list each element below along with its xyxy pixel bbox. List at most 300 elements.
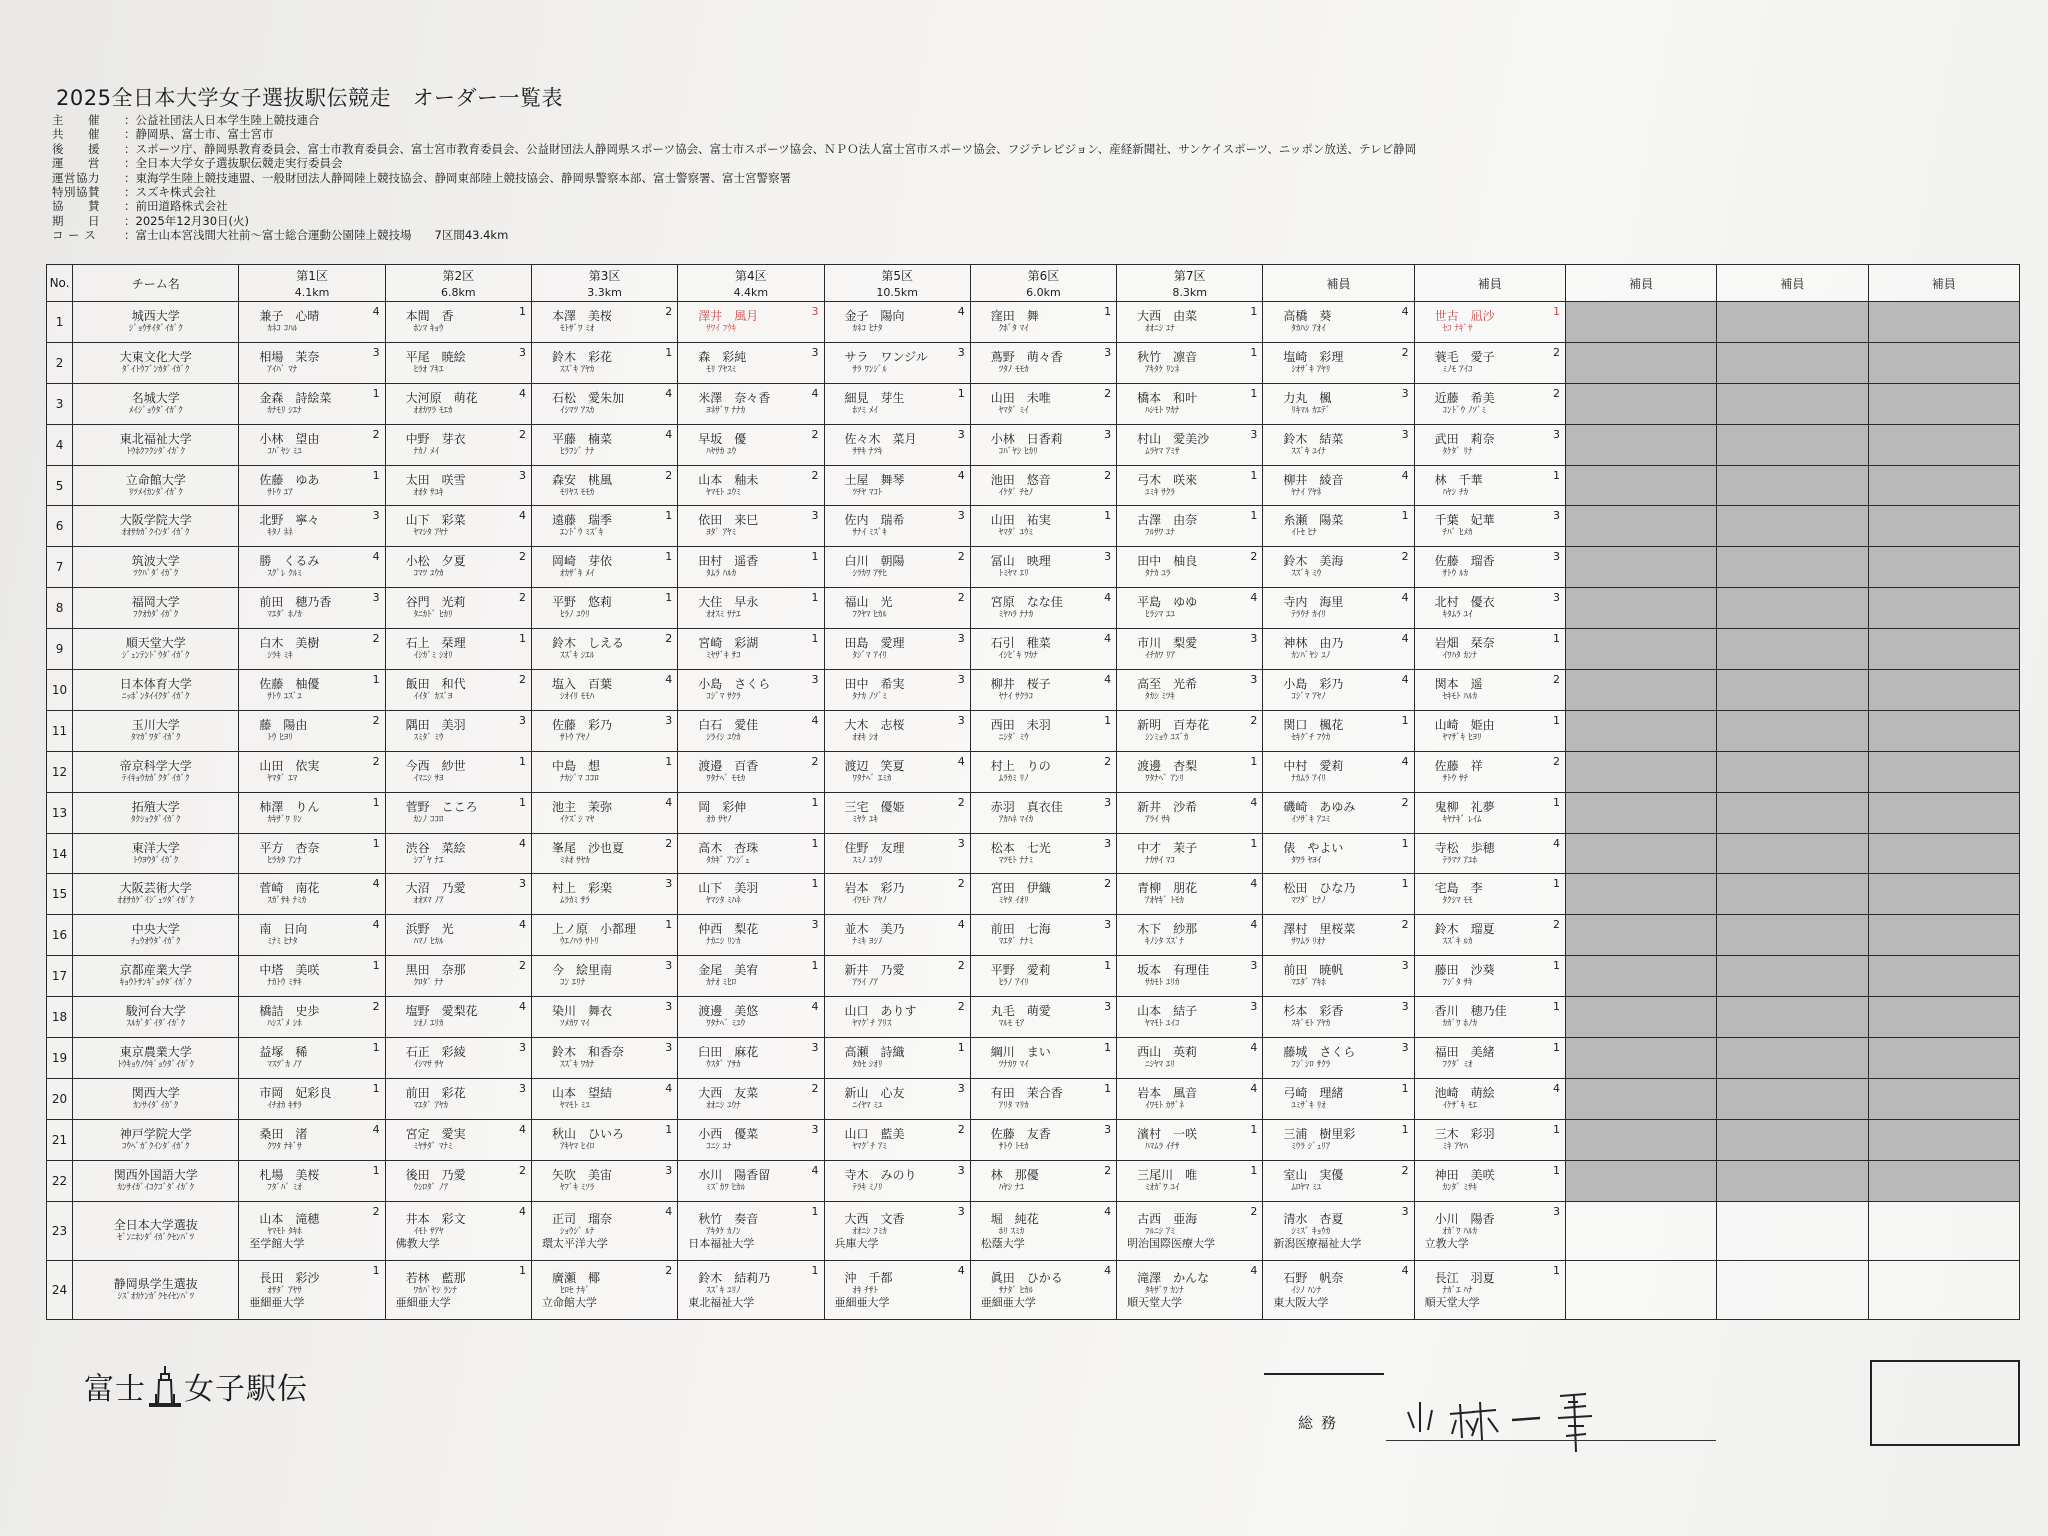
empty-reserve-cell: [1717, 588, 1868, 629]
runner-cell-leg-3: [531, 670, 677, 711]
runner-kana: ｵｵﾀ ｻﾕｷ: [413, 487, 444, 498]
empty-reserve-cell: [1717, 915, 1868, 956]
runner-name: 弓木 咲來: [1137, 472, 1198, 487]
runner-cell-leg-5: [824, 915, 970, 956]
runner-university: 亜細亜大学: [249, 1295, 305, 1309]
runner-cell-leg-7: [1117, 588, 1263, 629]
runner-kana: ｲﾄｾ ﾋﾅ: [1291, 528, 1317, 539]
runner-name: 香川 穂乃佳: [1434, 1004, 1507, 1019]
runner-grade: 1: [518, 632, 526, 646]
team-cell: [73, 670, 239, 711]
runner-grade: 2: [811, 427, 819, 441]
runner-name: 冨山 映理: [990, 554, 1051, 569]
runner-cell-leg-7: [1117, 670, 1263, 711]
runner-kana: ﾘｷﾏﾙ ｶｴﾃﾞ: [1291, 405, 1331, 416]
runner-grade: 4: [811, 1163, 819, 1177]
team-kana: ｼﾞｮｳｻｲﾀﾞｲｶﾞｸ: [128, 323, 183, 334]
team-kana: ｼﾞｭﾝﾃﾝﾄﾞｳﾀﾞｲｶﾞｸ: [121, 651, 190, 662]
runner-cell-leg-6: [970, 670, 1116, 711]
runner-kana: ｲﾓﾄ ｻｱﾔ: [413, 1226, 444, 1237]
runner-grade: 1: [372, 795, 380, 809]
empty-reserve-cell: [1868, 710, 2019, 751]
runner-cell-leg-7: [1117, 506, 1263, 547]
meta-value: ：東海学生陸上競技連盟、一般財団法人静岡陸上競技協会、静岡東部陸上競技協会、静岡県警察本部、富士警察署、富士宮警察署: [124, 170, 791, 185]
empty-reserve-cell: [1868, 956, 2019, 997]
runner-kana: ﾓﾘﾔｽ ﾓﾓｶ: [559, 487, 595, 498]
row-number: 1: [47, 302, 73, 343]
runner-grade: 2: [1552, 386, 1560, 400]
runner-name: 秋竹 凛音: [1137, 349, 1198, 364]
runner-grade: 4: [1250, 1041, 1258, 1055]
runner-name: 西田 未羽: [990, 717, 1051, 732]
empty-reserve-cell: [1717, 792, 1868, 833]
empty-reserve-cell: [1565, 588, 1716, 629]
runner-cell-leg-1: [239, 792, 385, 833]
runner-grade: 2: [957, 877, 965, 891]
runner-kana: ﾃﾗｷ ﾐﾉﾘ: [852, 1182, 883, 1193]
runner-name: 太田 咲雪: [405, 472, 466, 487]
runner-grade: 1: [372, 959, 380, 973]
runner-cell-leg-2: [385, 833, 531, 874]
runner-cell-leg-5: [824, 751, 970, 792]
leg-distance: 6.0km: [1026, 286, 1061, 299]
team-kana: ｶﾝｻｲｶﾞｲｺｸｺﾞﾀﾞｲｶﾞｸ: [117, 1182, 194, 1193]
runner-kana: ﾏﾂﾓﾄ ﾅﾅﾐ: [998, 855, 1034, 866]
runner-kana: ﾌｼﾞｼﾛ ｻｸﾗ: [1291, 1059, 1331, 1070]
reserve-cell: [1414, 342, 1565, 383]
runner-kana: ﾏﾙﾓ ﾓｱ: [998, 1019, 1025, 1030]
runner-cell-leg-3: [531, 383, 677, 424]
runner-grade: 2: [957, 795, 965, 809]
runner-kana: ﾋﾗｶﾀ ｱﾝﾅ: [267, 855, 302, 866]
runner-cell-leg-5: [824, 424, 970, 465]
runner-grade: 1: [1104, 1081, 1112, 1095]
runner-cell-leg-3: [531, 1201, 677, 1260]
team-kana: ﾘﾂﾒｲｶﾝﾀﾞｲｶﾞｸ: [128, 487, 183, 498]
runner-grade: 1: [518, 1263, 526, 1277]
runner-cell-leg-6: [970, 629, 1116, 670]
runner-cell-leg-4: [678, 874, 824, 915]
runner-grade: 2: [372, 754, 380, 768]
runner-grade: 3: [518, 877, 526, 891]
runner-name: 関口 楓花: [1283, 717, 1344, 732]
runner-cell-leg-6: [970, 506, 1116, 547]
empty-reserve-cell: [1565, 792, 1716, 833]
runner-university: 立命館大学: [541, 1295, 597, 1309]
runner-cell-leg-3: [531, 956, 677, 997]
runner-grade: 2: [665, 468, 673, 482]
runner-name: 三宅 優姫: [844, 799, 905, 814]
runner-kana: ﾅﾐｷ ﾖｼﾉ: [852, 937, 883, 948]
runner-kana: ﾅｶﾞｴ ﾊﾅ: [1442, 1285, 1473, 1296]
runner-kana: ﾋﾗﾌｼﾞ ﾅﾅ: [559, 446, 595, 457]
row-number: 7: [47, 547, 73, 588]
runner-name: 田中 希実: [844, 676, 905, 691]
runner-kana: ﾔﾏｸﾞﾁ ｱﾐ: [852, 1141, 887, 1152]
runner-grade: 2: [372, 1000, 380, 1014]
runner-kana: ｲﾁｵｶ ｷｻﾗ: [267, 1100, 302, 1111]
table-row: [47, 629, 2020, 670]
runner-kana: ﾀｸｼﾏ ﾓﾓ: [1442, 896, 1473, 907]
runner-name: 北野 寧々: [259, 513, 320, 528]
runner-university: 亜細亜大学: [980, 1295, 1036, 1309]
runner-grade: 3: [1401, 386, 1409, 400]
runner-name: 佐藤 祥: [1434, 758, 1483, 773]
empty-reserve-cell: [1717, 1201, 1868, 1260]
empty-reserve-cell: [1868, 588, 2019, 629]
runner-name: 小林 望由: [259, 431, 320, 446]
runner-name: 佐藤 柚優: [259, 676, 320, 691]
runner-name: 金尾 美宥: [698, 963, 759, 978]
reserve-cell: [1414, 302, 1565, 343]
runner-name: 森安 桃風: [551, 472, 612, 487]
runner-grade: 1: [1250, 468, 1258, 482]
runner-name: 中村 愛莉: [1283, 758, 1344, 773]
runner-cell-leg-1: [239, 1260, 385, 1319]
reserve-cell: [1414, 874, 1565, 915]
runner-cell-leg-5: [824, 997, 970, 1038]
runner-cell-leg-4: [678, 997, 824, 1038]
header-reserve-5: 補員: [1868, 265, 2019, 302]
team-cell: [73, 1038, 239, 1079]
runner-name: 山本 望結: [551, 1085, 612, 1100]
reserve-cell: [1263, 670, 1414, 711]
runner-kana: ｶﾝﾊﾞﾔｼ ﾕﾉ: [1291, 651, 1331, 662]
meta-label: 協 賛: [52, 199, 100, 214]
table-row: [47, 588, 2020, 629]
runner-kana: ﾀﾜﾗ ﾔﾖｲ: [1291, 855, 1322, 866]
row-number: 19: [47, 1038, 73, 1079]
runner-grade: 3: [1250, 959, 1258, 973]
runner-university: 亜細亜大学: [834, 1295, 890, 1309]
runner-kana: ﾔﾏｼﾀ ﾐﾊﾈ: [706, 896, 741, 907]
empty-reserve-cell: [1565, 1038, 1716, 1079]
leg-name: 第4区: [735, 269, 767, 283]
runner-grade: 1: [1250, 836, 1258, 850]
team-cell: [73, 588, 239, 629]
team-kana: ﾒｲｼﾞｮｳﾀﾞｲｶﾞｸ: [128, 405, 183, 416]
runner-name: 谷門 光莉: [405, 595, 466, 610]
team-name: 東北福祉大学: [119, 431, 192, 446]
runner-grade: 1: [1401, 1081, 1409, 1095]
runner-name: 峯尾 沙也夏: [551, 840, 624, 855]
runner-kana: ﾑﾗｶﾐ ﾘﾉ: [998, 773, 1029, 784]
runner-name: 岩本 彩乃: [844, 881, 905, 896]
row-number: 5: [47, 465, 73, 506]
empty-reserve-cell: [1717, 710, 1868, 751]
runner-grade: 3: [518, 345, 526, 359]
meta-label: 期 日: [52, 213, 100, 228]
runner-kana: ﾌﾀﾞﾊﾞ ﾐｵ: [267, 1182, 302, 1193]
runner-name: 鈴木 しえる: [551, 636, 624, 651]
empty-reserve-cell: [1565, 383, 1716, 424]
empty-reserve-cell: [1717, 465, 1868, 506]
runner-kana: ﾀﾆｶﾄﾞ ﾋｶﾘ: [413, 610, 453, 621]
runner-name: 古澤 由奈: [1137, 513, 1198, 528]
runner-kana: ｼﾌﾞﾔ ﾅｴ: [413, 855, 444, 866]
runner-name: 池田 悠音: [990, 472, 1051, 487]
runner-name: 仲西 梨花: [698, 922, 759, 937]
empty-reserve-cell: [1868, 1260, 2019, 1319]
runner-kana: ｼｵﾉ ｴﾘｶ: [413, 1019, 444, 1030]
runner-name: 世古 凪沙: [1434, 308, 1495, 323]
logo-text-left: 富士: [84, 1372, 146, 1407]
team-kana: ﾆｯﾎﾟﾝﾀｲｲｸﾀﾞｲｶﾞｸ: [121, 691, 190, 702]
runner-grade: 2: [1250, 713, 1258, 727]
runner-cell-leg-2: [385, 997, 531, 1038]
team-cell: [73, 1078, 239, 1119]
runner-name: 三木 彩羽: [1434, 1126, 1495, 1141]
runner-kana: ｼｵｻﾞｷ ｱﾔﾘ: [1291, 364, 1331, 375]
meta-value: ：富士山本宮浅間大社前～富士総合運動公園陸上競技場 7区間43.4km: [124, 228, 509, 243]
runner-kana: ｸﾎﾞﾀ ﾏｲ: [998, 323, 1029, 334]
runner-grade: 2: [372, 632, 380, 646]
runner-kana: ｺﾊﾞﾔｼ ﾐﾕ: [267, 446, 302, 457]
runner-grade: 4: [372, 877, 380, 891]
meta-row: [52, 142, 1416, 156]
runner-name: 益塚 稀: [259, 1044, 308, 1059]
runner-kana: ｺﾝ ｴﾘﾅ: [559, 978, 586, 989]
runner-name: 堀 純花: [990, 1211, 1039, 1226]
runner-grade: 2: [372, 1204, 380, 1218]
empty-reserve-cell: [1717, 302, 1868, 343]
page-title: 2025全日本大学女子選抜駅伝競走 オーダー一覧表: [56, 86, 563, 110]
runner-grade: 4: [957, 918, 965, 932]
runner-grade: 4: [1401, 754, 1409, 768]
team-name: 立命館大学: [125, 472, 186, 487]
runner-cell-leg-3: [531, 588, 677, 629]
team-cell: [73, 383, 239, 424]
runner-grade: 1: [1552, 305, 1560, 318]
meta-row: [52, 156, 1416, 170]
runner-grade: 4: [1104, 1204, 1112, 1218]
runner-kana: ｵｶ ｻﾔﾉ: [706, 814, 732, 825]
runner-name: 前田 穂乃香: [259, 595, 332, 610]
runner-name: 飯田 和代: [405, 676, 466, 691]
runner-kana: ﾐﾔﾀ ｲｵﾘ: [998, 896, 1029, 907]
runner-cell-leg-7: [1117, 1119, 1263, 1160]
runner-cell-leg-6: [970, 1119, 1116, 1160]
runner-name: 山本 滝穂: [259, 1211, 320, 1226]
meta-value: ：2025年12月30日(火): [124, 213, 250, 228]
runner-kana: ｵｵｷ ｼｵ: [852, 732, 878, 743]
runner-grade: 4: [957, 305, 965, 318]
runner-kana: ｼﾗｷ ﾐｷ: [267, 651, 293, 662]
runner-name: 高至 光希: [1137, 676, 1198, 691]
team-kana: ｷｮｳﾄｻﾝｷﾞｮｳﾀﾞｲｶﾞｸ: [119, 978, 192, 989]
runner-grade: 1: [957, 386, 965, 400]
runner-kana: ﾖﾈｻﾞﾜ ﾅﾅｶ: [706, 405, 746, 416]
runner-university: 明治国際医療大学: [1127, 1236, 1216, 1250]
runner-grade: 1: [1552, 468, 1560, 482]
runner-name: 細見 芽生: [844, 390, 905, 405]
runner-grade: 3: [1401, 427, 1409, 441]
header-team: チーム名: [73, 265, 239, 302]
runner-name: 松田 ひな乃: [1283, 881, 1356, 896]
runner-name: 磯崎 あゆみ: [1283, 799, 1356, 814]
runner-cell-leg-7: [1117, 1078, 1263, 1119]
runner-kana: ｱﾗｲ ｻｷ: [1145, 814, 1171, 825]
empty-reserve-cell: [1868, 1078, 2019, 1119]
runner-cell-leg-2: [385, 547, 531, 588]
runner-grade: 2: [665, 632, 673, 646]
runner-kana: ﾖﾀﾞ ｱﾔﾐ: [706, 528, 737, 539]
reserve-cell: [1414, 547, 1565, 588]
runner-name: 石野 帆奈: [1283, 1270, 1344, 1285]
leg-distance: 4.4km: [733, 286, 769, 299]
runner-cell-leg-6: [970, 383, 1116, 424]
runner-cell-leg-2: [385, 1160, 531, 1201]
table-row: [47, 670, 2020, 711]
row-number: 18: [47, 997, 73, 1038]
row-number: 4: [47, 424, 73, 465]
runner-university: 至学館大学: [249, 1236, 305, 1250]
runner-kana: ﾅｶﾆｼ ﾘﾝｶ: [706, 937, 741, 948]
runner-cell-leg-3: [531, 302, 677, 343]
runner-cell-leg-7: [1117, 1201, 1263, 1260]
runner-name: 岡崎 芽依: [551, 554, 612, 569]
runner-name: 平野 愛莉: [990, 963, 1051, 978]
runner-kana: ﾏﾂﾀﾞ ﾋﾅﾉ: [1291, 896, 1326, 907]
empty-reserve-cell: [1868, 833, 2019, 874]
runner-grade: 4: [1401, 468, 1409, 482]
runner-kana: ﾎｿﾐ ﾒｲ: [852, 405, 878, 416]
runner-cell-leg-4: [678, 792, 824, 833]
runner-cell-leg-6: [970, 424, 1116, 465]
runner-grade: 1: [811, 877, 819, 891]
runner-cell-leg-2: [385, 670, 531, 711]
team-name: 玉川大学: [131, 717, 180, 732]
meta-value: ：前田道路株式会社: [124, 199, 228, 214]
runner-kana: ｽｽﾞｷ ﾜｶﾅ: [559, 1059, 595, 1070]
signature-top-rule: [1264, 1373, 1384, 1375]
runner-kana: ｵｵｽﾐ ｻﾅｴ: [706, 610, 741, 621]
row-number: 12: [47, 751, 73, 792]
empty-reserve-cell: [1868, 915, 2019, 956]
leg-name: 第1区: [296, 269, 328, 283]
runner-kana: ｽｽﾞｷ ﾐｳ: [1291, 569, 1322, 580]
team-kana: ﾌｸｵｶﾀﾞｲｶﾞｸ: [133, 610, 179, 621]
team-name: 大東文化大学: [119, 349, 192, 364]
team-kana: ﾀｸｼｮｸﾀﾞｲｶﾞｸ: [130, 814, 181, 825]
empty-reserve-cell: [1868, 629, 2019, 670]
reserve-cell: [1414, 506, 1565, 547]
runner-name: 石上 栞理: [405, 636, 466, 651]
runner-cell-leg-3: [531, 1260, 677, 1319]
runner-name: 若林 藍那: [405, 1270, 466, 1285]
runner-grade: 1: [1552, 795, 1560, 809]
team-name: 城西大学: [131, 308, 180, 323]
runner-name: 前田 七海: [990, 922, 1051, 937]
leg-name: 第6区: [1027, 269, 1060, 283]
runner-name: 札場 美桜: [259, 1167, 320, 1182]
runner-cell-leg-6: [970, 751, 1116, 792]
runner-name: 大西 文香: [844, 1211, 905, 1226]
runner-grade: 1: [811, 1263, 819, 1277]
team-kana: ﾀﾏｶﾞﾜﾀﾞｲｶﾞｸ: [130, 732, 181, 743]
row-number: 9: [47, 629, 73, 670]
runner-name: 澤村 里桜菜: [1283, 922, 1356, 937]
runner-name: 山本 釉未: [698, 472, 759, 487]
runner-kana: ｱｲﾊﾞ ﾏﾅ: [267, 364, 298, 375]
runner-kana: ﾀｶｾ ｼｵﾘ: [852, 1059, 883, 1070]
runner-cell-leg-7: [1117, 424, 1263, 465]
empty-reserve-cell: [1565, 547, 1716, 588]
team-name: 関西大学: [131, 1085, 180, 1100]
runner-kana: ｲﾏﾆｼ ｻﾖ: [413, 773, 444, 784]
runner-cell-leg-3: [531, 629, 677, 670]
runner-kana: ﾃﾗﾏﾂ ｱﾕﾎ: [1442, 855, 1478, 866]
runner-cell-leg-2: [385, 302, 531, 343]
reserve-cell: [1414, 1078, 1565, 1119]
runner-grade: 1: [957, 1041, 965, 1055]
runner-cell-leg-4: [678, 1160, 824, 1201]
runner-name: 中塔 美咲: [259, 963, 320, 978]
reserve-cell: [1414, 997, 1565, 1038]
runner-grade: 2: [665, 836, 673, 850]
runner-cell-leg-4: [678, 751, 824, 792]
runner-name: 水川 陽香留: [698, 1167, 771, 1182]
runner-kana: ｲﾜﾊﾀ ｶﾝﾅ: [1442, 651, 1478, 662]
runner-name: 眞田 ひかる: [990, 1270, 1063, 1285]
runner-kana: ﾜﾀﾅﾍﾞ ｴﾐｶ: [852, 773, 892, 784]
runner-cell-leg-1: [239, 547, 385, 588]
reserve-cell: [1414, 465, 1565, 506]
runner-name: 山崎 姫由: [1434, 717, 1495, 732]
runner-grade: 2: [811, 1081, 819, 1095]
runner-cell-leg-6: [970, 956, 1116, 997]
runner-kana: ﾋﾗｼﾏ ﾕﾕ: [1145, 610, 1175, 621]
runner-cell-leg-4: [678, 915, 824, 956]
runner-name: 小西 優菜: [698, 1126, 759, 1141]
table-row: [47, 1119, 2020, 1160]
empty-reserve-cell: [1717, 1160, 1868, 1201]
runner-cell-leg-3: [531, 424, 677, 465]
runner-kana: ﾔﾏｼﾀ ｱﾔﾅ: [413, 528, 449, 539]
runner-kana: ｽｶﾞｻｷ ﾅﾐｶ: [267, 896, 307, 907]
runner-kana: ｻﾜｲ ﾌｳｷ: [706, 323, 737, 334]
runner-cell-leg-7: [1117, 956, 1263, 997]
runner-cell-leg-7: [1117, 302, 1263, 343]
empty-reserve-cell: [1717, 874, 1868, 915]
runner-name: 兼子 心晴: [259, 308, 320, 323]
runner-kana: ｶｶﾞﾜ ﾎﾉｶ: [1442, 1019, 1478, 1030]
runner-grade: 2: [957, 1122, 965, 1136]
runner-cell-leg-2: [385, 629, 531, 670]
runner-cell-leg-5: [824, 833, 970, 874]
somu-label: 総務: [1298, 1414, 1345, 1432]
runner-grade: 2: [1250, 550, 1258, 564]
runner-kana: ﾆｼﾔﾏ ｴﾘ: [1145, 1059, 1175, 1070]
runner-grade: 1: [372, 673, 380, 687]
header-reserve-4: 補員: [1717, 265, 1868, 302]
runner-name: 白石 愛佳: [698, 717, 759, 732]
team-cell: [73, 1160, 239, 1201]
runner-cell-leg-6: [970, 1260, 1116, 1319]
reserve-cell: [1263, 629, 1414, 670]
runner-grade: 4: [1104, 591, 1112, 605]
table-row: [47, 833, 2020, 874]
runner-cell-leg-7: [1117, 465, 1263, 506]
reserve-cell: [1414, 1119, 1565, 1160]
meta-value: ：静岡県、富士市、富士宮市: [124, 127, 274, 142]
runner-cell-leg-6: [970, 465, 1116, 506]
runner-name: 山田 未唯: [990, 390, 1051, 405]
runner-kana: ｵｵﾆｼ ﾕﾅ: [1145, 323, 1175, 334]
runner-cell-leg-1: [239, 342, 385, 383]
runner-grade: 1: [1552, 1263, 1560, 1277]
empty-reserve-cell: [1717, 956, 1868, 997]
